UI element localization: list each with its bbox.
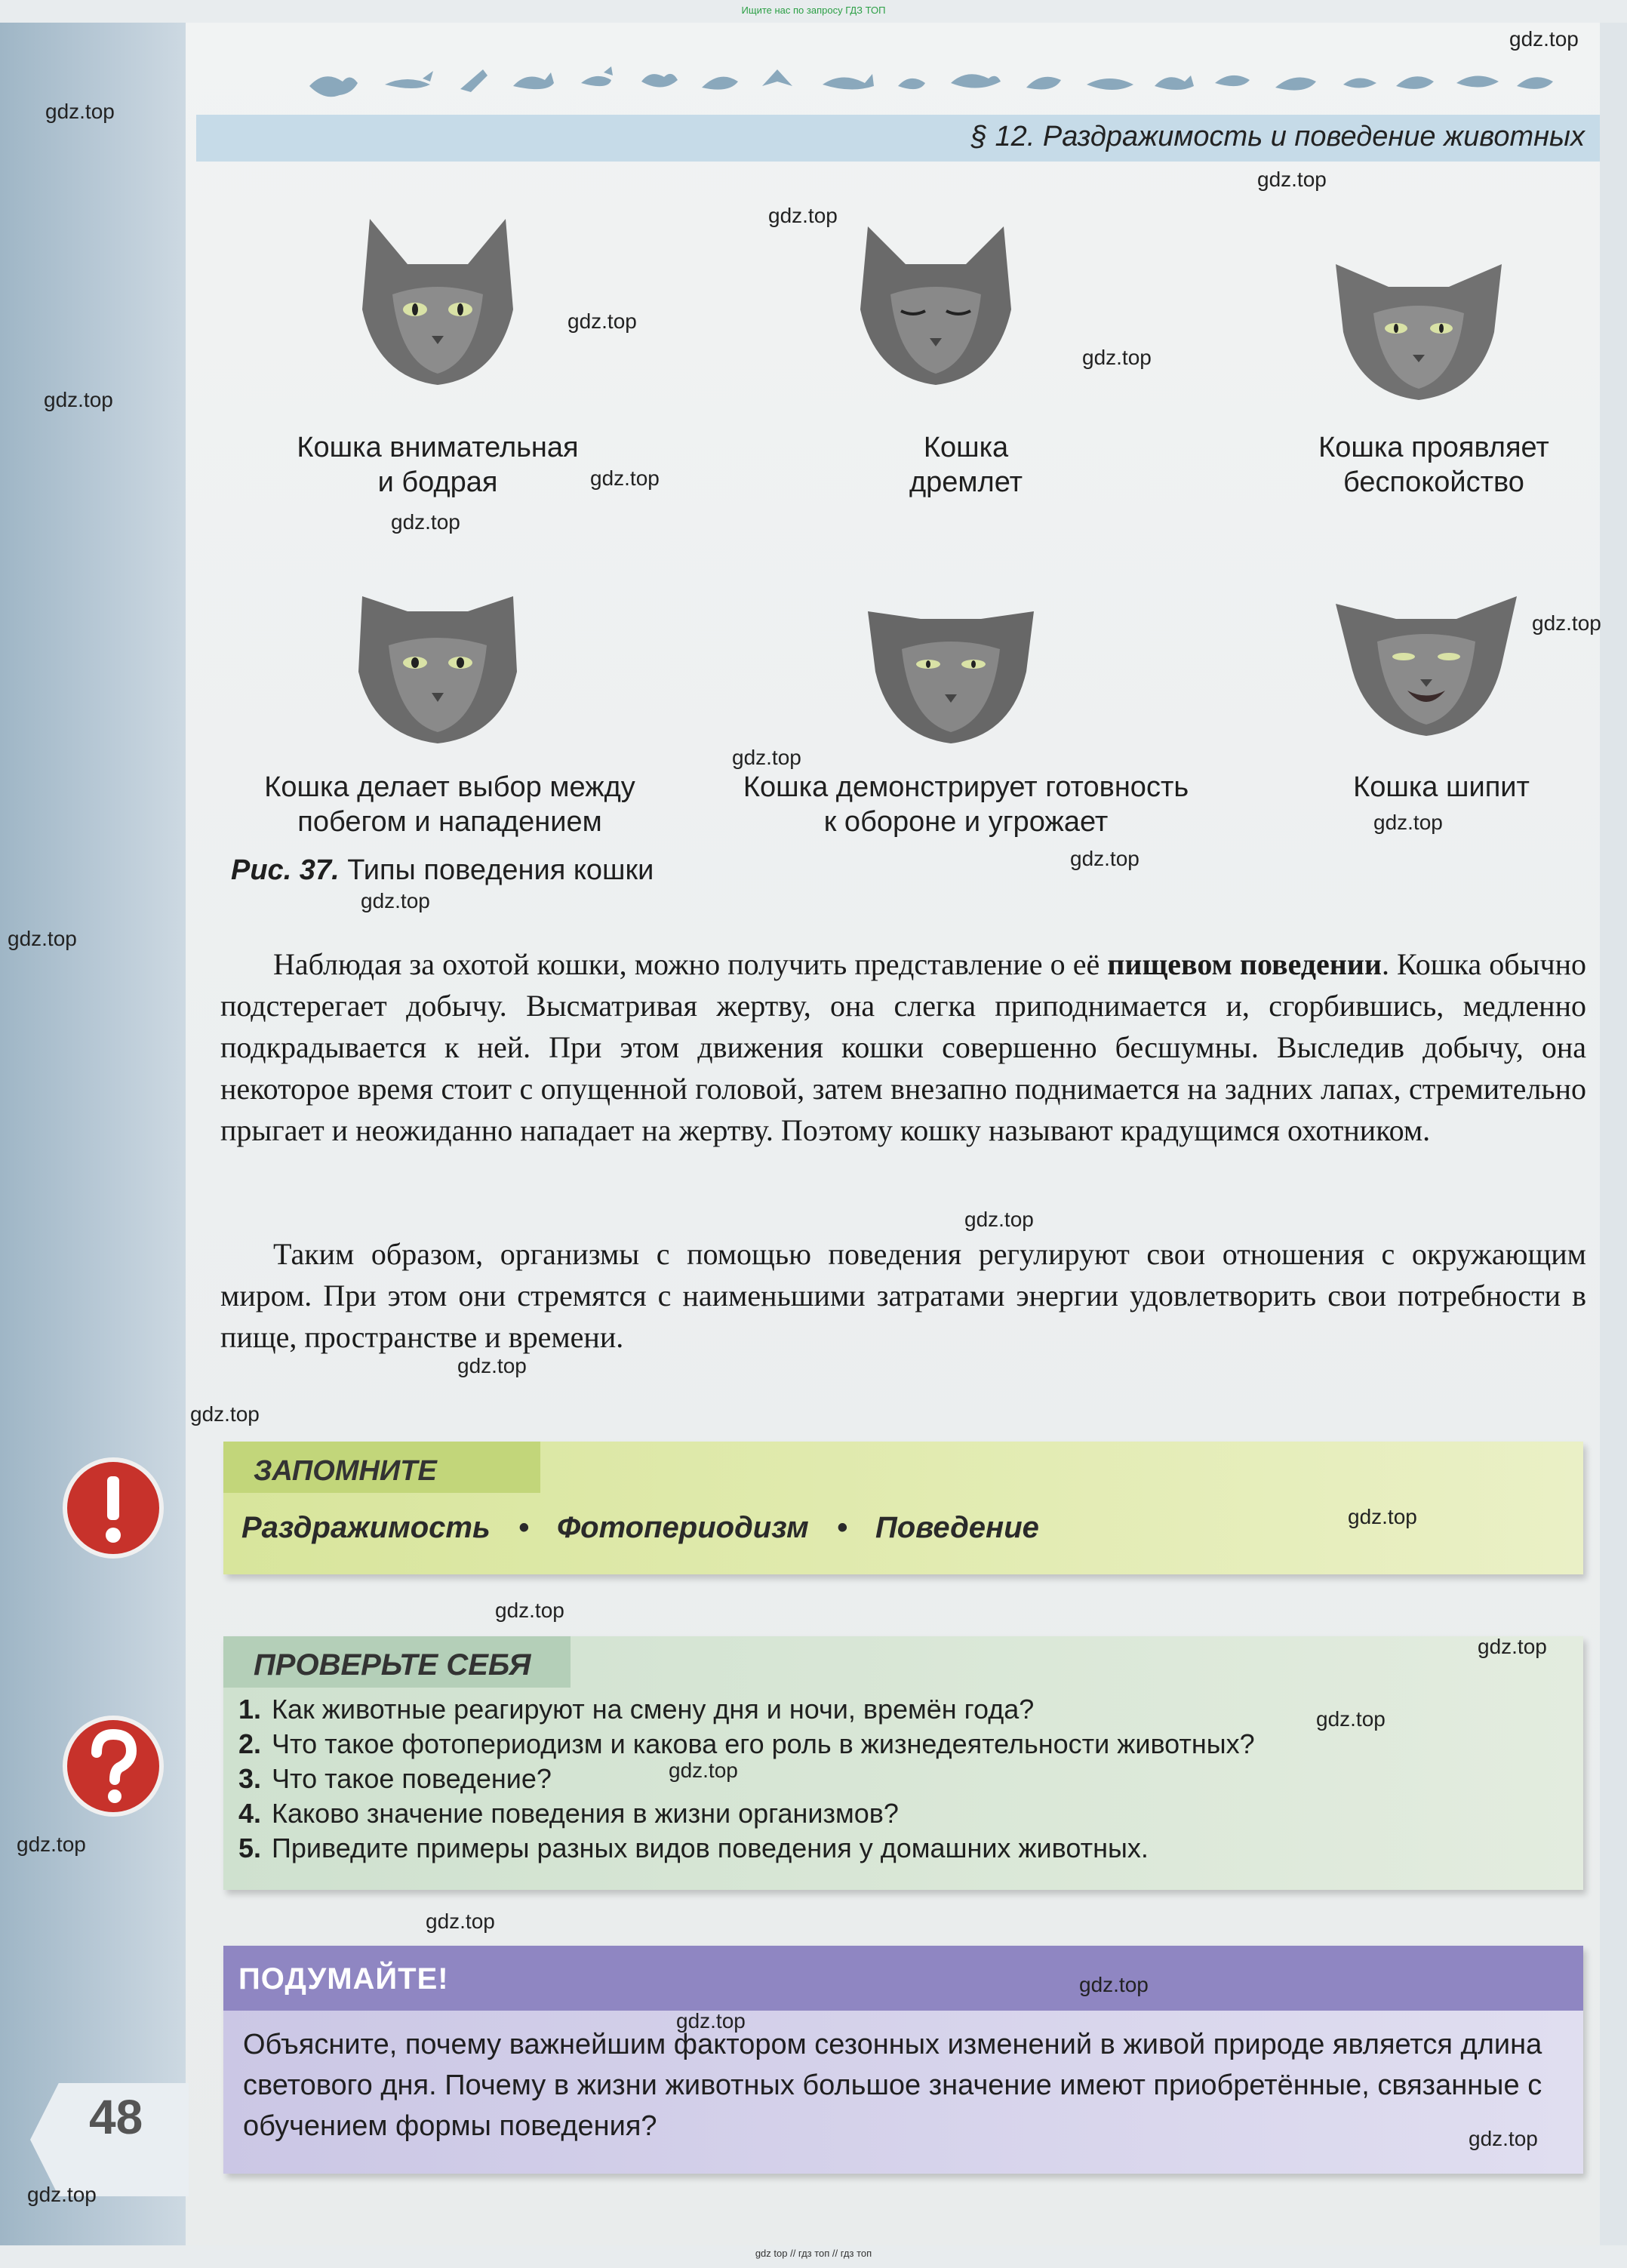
caption-cat-3: Кошка проявляет беспокойство bbox=[1318, 432, 1549, 498]
question-mark-icon bbox=[62, 1715, 165, 1817]
cat-anxious-image bbox=[1328, 219, 1509, 408]
animal-silhouettes-ornament bbox=[302, 56, 1600, 109]
term: Фотопериодизм bbox=[556, 1511, 809, 1544]
question-item: 3. Что такое поведение? bbox=[238, 1763, 552, 1794]
check-yourself-box bbox=[223, 1636, 1583, 1890]
caption-cat-1: Кошка внимательная и бодрая bbox=[297, 432, 579, 498]
watermark: gdz.top bbox=[732, 746, 801, 769]
watermark: gdz.top bbox=[1079, 1973, 1149, 1996]
watermark: gdz.top bbox=[17, 1833, 86, 1856]
check-title: ПРОВЕРЬТЕ СЕБЯ bbox=[254, 1648, 531, 1682]
think-title: ПОДУМАЙТЕ! bbox=[238, 1962, 449, 1996]
cat-attentive-image bbox=[347, 204, 528, 392]
bottom-note: gdz top // гдз топ // гдз топ bbox=[755, 2248, 872, 2259]
cat-dozing-image bbox=[845, 204, 1026, 392]
watermark: gdz.top bbox=[1509, 27, 1579, 51]
watermark: gdz.top bbox=[361, 889, 430, 912]
watermark: gdz.top bbox=[1348, 1505, 1417, 1528]
watermark: gdz.top bbox=[567, 309, 637, 333]
caption-cat-6: Кошка шипит bbox=[1353, 771, 1530, 803]
page-title: § 12. Раздражимость и поведение животных bbox=[970, 121, 1585, 152]
caption-cat-4: Кошка делает выбор между побегом и нападением bbox=[264, 771, 635, 838]
watermark: gdz.top bbox=[669, 1759, 738, 1782]
watermark: gdz.top bbox=[676, 2009, 746, 2033]
cat-choosing-image bbox=[347, 559, 528, 747]
right-margin-band bbox=[1600, 23, 1627, 2245]
figure-caption bbox=[231, 854, 654, 887]
paragraph-hunting: Наблюдая за охотой кошки, можно получить представление о её пищевом поведении. Кошка обычно подстерегает добычу. Высматривая жертву, она слегка приподнимается и, сгорбившись, медленно подкрадывается к ней. При этом движения кошки совершенно бесшумны. Выследив добычу, она некоторое время стоит с опущенной головой, затем внезапно поднимается на задних лапах, стремительно прыгает и неожиданно нападает на жертву. Поэтому кошку называют крадущимся охотником. bbox=[220, 947, 1586, 1147]
figure-caption-text: Типы поведения кошки bbox=[347, 854, 654, 886]
question-item: 1. Как животные реагируют на смену дня и ночи, времён года? bbox=[238, 1694, 1035, 1725]
question-list bbox=[238, 1692, 1255, 1866]
term-separator: • bbox=[836, 1511, 847, 1544]
left-margin-band bbox=[0, 23, 186, 2245]
watermark: gdz.top bbox=[1532, 611, 1601, 635]
watermark: gdz.top bbox=[1469, 2127, 1538, 2150]
watermark: gdz.top bbox=[426, 1909, 495, 1933]
question-item: 2. Что такое фотопериодизм и какова его роль в жизнедеятельности животных? bbox=[238, 1728, 1255, 1759]
caption-cat-2: Кошка дремлет bbox=[909, 432, 1023, 498]
watermark: gdz.top bbox=[391, 510, 460, 534]
watermark: gdz.top bbox=[964, 1208, 1034, 1231]
term-separator: • bbox=[518, 1511, 529, 1544]
paragraph-conclusion: Таким образом, организмы с помощью поведения регулируют свои отношения с окружающим миром. При этом они стремятся с наименьшими затратами энергии удовлетворить свои потребности в пище, пространстве и времени. bbox=[220, 1237, 1586, 1354]
term: Поведение bbox=[875, 1511, 1039, 1544]
cat-threatening-image bbox=[860, 559, 1041, 747]
exclamation-icon bbox=[62, 1457, 165, 1559]
page-number: 48 bbox=[89, 2090, 143, 2144]
watermark: gdz.top bbox=[1082, 346, 1152, 369]
watermark: gdz.top bbox=[495, 1599, 564, 1622]
watermark: gdz.top bbox=[44, 388, 113, 411]
caption-cat-5: Кошка демонстрирует готовность к обороне и угрожает bbox=[743, 771, 1189, 838]
watermark: gdz.top bbox=[27, 2183, 97, 2206]
top-note: Ищите нас по запросу ГДЗ ТОП bbox=[741, 5, 886, 16]
term: Раздражимость bbox=[241, 1511, 491, 1544]
watermark: gdz.top bbox=[590, 466, 660, 490]
question-item: 4. Каково значение поведения в жизни организмов? bbox=[238, 1798, 899, 1829]
watermark: gdz.top bbox=[1316, 1707, 1386, 1731]
watermark: gdz.top bbox=[768, 204, 838, 227]
watermark: gdz.top bbox=[1257, 168, 1327, 191]
remember-title: ЗАПОМНИТЕ bbox=[254, 1455, 437, 1487]
watermark: gdz.top bbox=[1070, 847, 1140, 870]
watermark: gdz.top bbox=[190, 1402, 260, 1426]
cat-hissing-image bbox=[1336, 551, 1517, 740]
watermark: gdz.top bbox=[1478, 1635, 1547, 1658]
remember-terms bbox=[241, 1511, 1059, 1545]
think-box bbox=[223, 1946, 1583, 2174]
watermark: gdz.top bbox=[8, 927, 77, 950]
watermark: gdz.top bbox=[1373, 811, 1443, 834]
figure-label: Рис. 37. bbox=[231, 854, 340, 886]
think-text: Объясните, почему важнейшим фактором сезонных изменений в живой природе является длина светового дня. Почему в жизни животных большое значение имеют приобретённые, связанные с обучением формы поведения? bbox=[243, 2029, 1542, 2142]
question-item: 5. Приведите примеры разных видов поведения у домашних животных. bbox=[238, 1833, 1149, 1863]
watermark: gdz.top bbox=[457, 1354, 527, 1377]
watermark: gdz.top bbox=[45, 100, 115, 123]
